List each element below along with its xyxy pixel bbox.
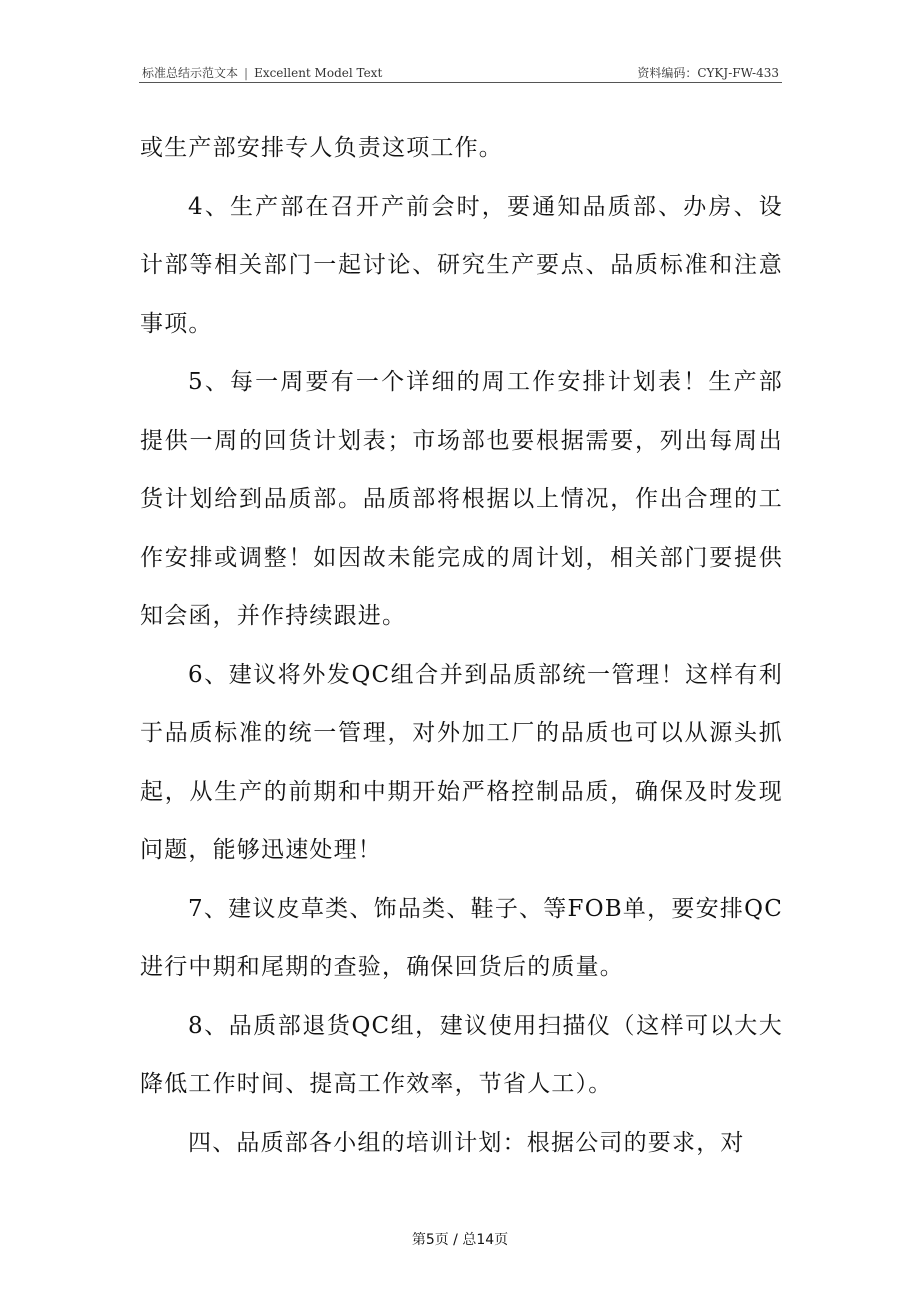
page-number: 第5页 / 总14页 bbox=[411, 1232, 509, 1248]
header-title: 标准总结示范文本 bbox=[142, 66, 239, 80]
paragraph-item-5: 5、每一周要有一个详细的周工作安排计划表！生产部提供一周的回货计划表；市场部也要根据需要，列出每周出货计划给到品质部。品质部将根据以上情况，作出合理的工作安排或调整！如因故未能完成的周计划，相关部门要提供知会函，并作持续跟进。 bbox=[140, 369, 783, 629]
paragraph-continuation: 或生产部安排专人负责这项工作。 bbox=[140, 135, 503, 161]
paragraph-item-4: 4、生产部在召开产前会时，要通知品质部、办房、设计部等相关部门一起讨论、研究生产要点、品质标准和注意事项。 bbox=[140, 193, 783, 337]
header-separator: | bbox=[244, 66, 249, 80]
paragraph-item-8: 8、品质部退货QC组，建议使用扫描仪（这样可以大大降低工作时间、提高工作效率，节省人工）。 bbox=[140, 1012, 783, 1097]
paragraph-section-4: 四、品质部各小组的培训计划：根据公司的要求，对 bbox=[188, 1129, 745, 1156]
document-code: 资料编码：CYKJ-FW-433 bbox=[637, 66, 779, 80]
paragraph-item-7: 7、建议皮草类、饰品类、鞋子、等FOB单，要安排QC进行中期和尾期的查验，确保回货后的质量。 bbox=[140, 895, 783, 980]
header-subtitle: Excellent Model Text bbox=[254, 66, 383, 80]
page-header bbox=[139, 60, 782, 83]
paragraph-item-6: 6、建议将外发QC组合并到品质部统一管理！这样有利于品质标准的统一管理，对外加工厂的品质也可以从源头抓起，从生产的前期和中期开始严格控制品质，确保及时发现问题，能够迅速处理！ bbox=[140, 661, 783, 863]
document-body bbox=[140, 119, 783, 1172]
header-left bbox=[142, 64, 382, 81]
